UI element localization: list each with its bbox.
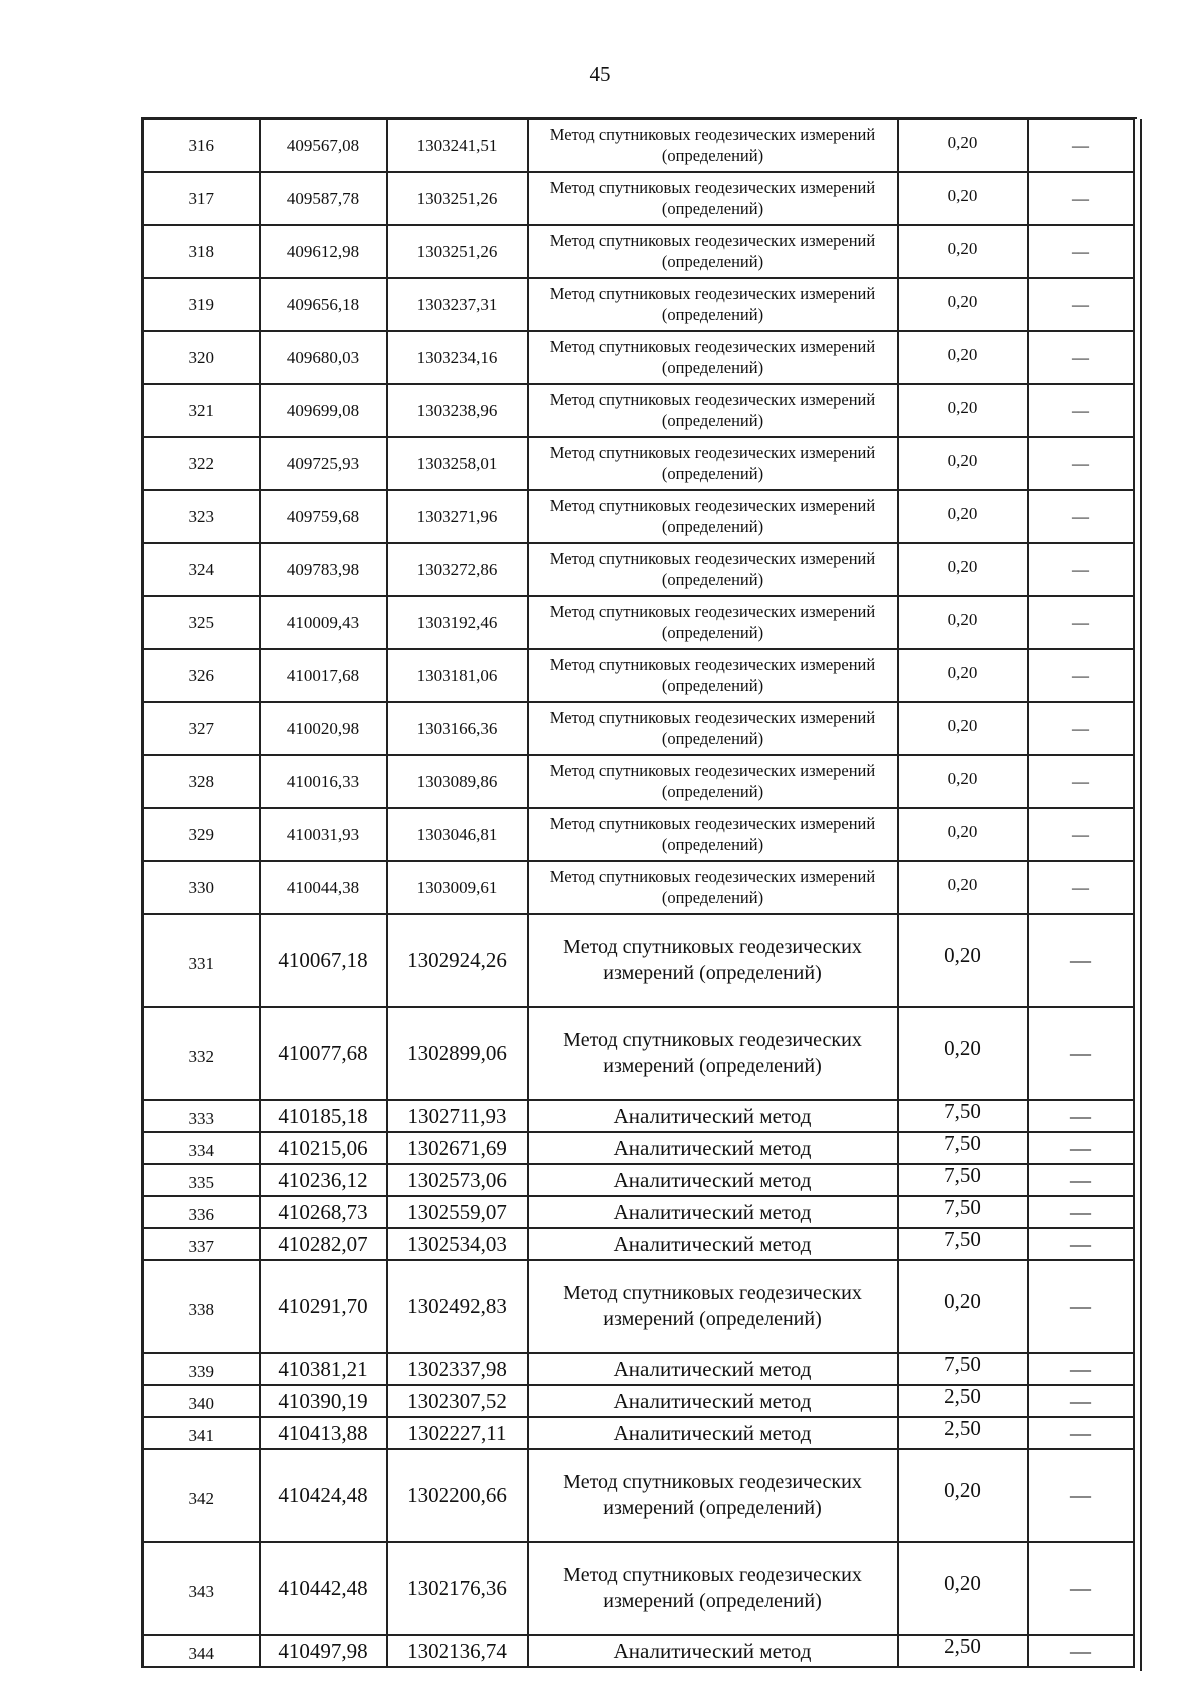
point-number-cell: 330 — [144, 861, 260, 914]
method-cell: Аналитический метод — [528, 1164, 898, 1196]
table-row — [144, 1228, 1134, 1260]
point-number-cell: 338 — [144, 1260, 260, 1353]
y-coordinate-cell: 1303234,16 — [387, 331, 528, 384]
y-coordinate-cell: 1303237,31 — [387, 278, 528, 331]
table-row — [144, 1385, 1134, 1417]
accuracy-cell: 2,50 — [898, 1635, 1028, 1667]
method-cell: Метод спутниковых геодезических измерений (определений) — [528, 1449, 898, 1542]
y-coordinate-cell: 1302337,98 — [387, 1353, 528, 1385]
point-number-cell: 332 — [144, 1007, 260, 1100]
x-coordinate-cell: 410442,48 — [260, 1542, 387, 1635]
table-row — [144, 278, 1134, 331]
x-coordinate-cell: 409699,08 — [260, 384, 387, 437]
y-coordinate-cell: 1303251,26 — [387, 172, 528, 225]
method-cell: Аналитический метод — [528, 1196, 898, 1228]
y-coordinate-cell: 1302227,11 — [387, 1417, 528, 1449]
method-cell: Аналитический метод — [528, 1100, 898, 1132]
accuracy-cell: 0,20 — [898, 1542, 1028, 1635]
note-cell: — — [1028, 1417, 1134, 1449]
table-row — [144, 1417, 1134, 1449]
note-cell: — — [1028, 384, 1134, 437]
note-cell: — — [1028, 1542, 1134, 1635]
table-row — [144, 596, 1134, 649]
accuracy-cell: 7,50 — [898, 1164, 1028, 1196]
coordinates-table-frame — [141, 117, 1137, 1668]
y-coordinate-cell: 1303181,06 — [387, 649, 528, 702]
note-cell: — — [1028, 490, 1134, 543]
note-cell: — — [1028, 1132, 1134, 1164]
x-coordinate-cell: 410020,98 — [260, 702, 387, 755]
y-coordinate-cell: 1303238,96 — [387, 384, 528, 437]
point-number-cell: 333 — [144, 1100, 260, 1132]
x-coordinate-cell: 410016,33 — [260, 755, 387, 808]
table-row — [144, 331, 1134, 384]
note-cell: — — [1028, 1007, 1134, 1100]
point-number-cell: 329 — [144, 808, 260, 861]
y-coordinate-cell: 1303192,46 — [387, 596, 528, 649]
x-coordinate-cell: 410185,18 — [260, 1100, 387, 1132]
method-cell: Аналитический метод — [528, 1385, 898, 1417]
x-coordinate-cell: 410424,48 — [260, 1449, 387, 1542]
page-number: 45 — [589, 62, 611, 86]
point-number-cell: 339 — [144, 1353, 260, 1385]
note-cell: — — [1028, 1196, 1134, 1228]
method-cell: Метод спутниковых геодезических измерений (определений) — [528, 490, 898, 543]
table-row — [144, 755, 1134, 808]
y-coordinate-cell: 1302671,69 — [387, 1132, 528, 1164]
point-number-cell: 331 — [144, 914, 260, 1007]
y-coordinate-cell: 1303009,61 — [387, 861, 528, 914]
point-number-cell: 321 — [144, 384, 260, 437]
method-cell: Аналитический метод — [528, 1132, 898, 1164]
note-cell: — — [1028, 1449, 1134, 1542]
method-cell: Аналитический метод — [528, 1635, 898, 1667]
table-row — [144, 437, 1134, 490]
y-coordinate-cell: 1302711,93 — [387, 1100, 528, 1132]
accuracy-cell: 0,20 — [898, 225, 1028, 278]
method-cell: Метод спутниковых геодезических измерений (определений) — [528, 437, 898, 490]
accuracy-cell: 0,20 — [898, 1449, 1028, 1542]
y-coordinate-cell: 1303251,26 — [387, 225, 528, 278]
method-cell: Метод спутниковых геодезических измерений (определений) — [528, 1007, 898, 1100]
y-coordinate-cell: 1303089,86 — [387, 755, 528, 808]
accuracy-cell: 7,50 — [898, 1100, 1028, 1132]
accuracy-cell: 7,50 — [898, 1196, 1028, 1228]
y-coordinate-cell: 1303046,81 — [387, 808, 528, 861]
note-cell: — — [1028, 120, 1134, 173]
method-cell: Метод спутниковых геодезических измерений (определений) — [528, 172, 898, 225]
table-row — [144, 490, 1134, 543]
accuracy-cell: 0,20 — [898, 490, 1028, 543]
note-cell: — — [1028, 331, 1134, 384]
accuracy-cell: 0,20 — [898, 543, 1028, 596]
y-coordinate-cell: 1302573,06 — [387, 1164, 528, 1196]
x-coordinate-cell: 410282,07 — [260, 1228, 387, 1260]
x-coordinate-cell: 409567,08 — [260, 120, 387, 173]
note-cell: — — [1028, 649, 1134, 702]
method-cell: Метод спутниковых геодезических измерений (определений) — [528, 120, 898, 173]
accuracy-cell: 0,20 — [898, 702, 1028, 755]
table-row — [144, 1100, 1134, 1132]
x-coordinate-cell: 410381,21 — [260, 1353, 387, 1385]
point-number-cell: 320 — [144, 331, 260, 384]
method-cell: Метод спутниковых геодезических измерений (определений) — [528, 808, 898, 861]
x-coordinate-cell: 409587,78 — [260, 172, 387, 225]
x-coordinate-cell: 410268,73 — [260, 1196, 387, 1228]
accuracy-cell: 0,20 — [898, 437, 1028, 490]
method-cell: Метод спутниковых геодезических измерений (определений) — [528, 1542, 898, 1635]
table-row — [144, 1164, 1134, 1196]
note-cell: — — [1028, 1353, 1134, 1385]
point-number-cell: 324 — [144, 543, 260, 596]
method-cell: Метод спутниковых геодезических измерений (определений) — [528, 914, 898, 1007]
y-coordinate-cell: 1303271,96 — [387, 490, 528, 543]
note-cell: — — [1028, 1385, 1134, 1417]
note-cell: — — [1028, 278, 1134, 331]
point-number-cell: 343 — [144, 1542, 260, 1635]
table-row — [144, 1007, 1134, 1100]
table-row — [144, 384, 1134, 437]
table-row — [144, 808, 1134, 861]
accuracy-cell: 7,50 — [898, 1132, 1028, 1164]
note-cell: — — [1028, 1228, 1134, 1260]
accuracy-cell: 7,50 — [898, 1353, 1028, 1385]
x-coordinate-cell: 410017,68 — [260, 649, 387, 702]
accuracy-cell: 7,50 — [898, 1228, 1028, 1260]
accuracy-cell: 0,20 — [898, 278, 1028, 331]
x-coordinate-cell: 409680,03 — [260, 331, 387, 384]
method-cell: Метод спутниковых геодезических измерений (определений) — [528, 331, 898, 384]
point-number-cell: 341 — [144, 1417, 260, 1449]
point-number-cell: 323 — [144, 490, 260, 543]
accuracy-cell: 0,20 — [898, 1260, 1028, 1353]
table-row — [144, 1132, 1134, 1164]
table-row — [144, 1449, 1134, 1542]
note-cell: — — [1028, 1635, 1134, 1667]
method-cell: Аналитический метод — [528, 1353, 898, 1385]
y-coordinate-cell: 1302559,07 — [387, 1196, 528, 1228]
point-number-cell: 328 — [144, 755, 260, 808]
x-coordinate-cell: 409656,18 — [260, 278, 387, 331]
y-coordinate-cell: 1303272,86 — [387, 543, 528, 596]
x-coordinate-cell: 409783,98 — [260, 543, 387, 596]
note-cell: — — [1028, 1260, 1134, 1353]
point-number-cell: 318 — [144, 225, 260, 278]
y-coordinate-cell: 1302307,52 — [387, 1385, 528, 1417]
point-number-cell: 326 — [144, 649, 260, 702]
method-cell: Метод спутниковых геодезических измерений (определений) — [528, 596, 898, 649]
y-coordinate-cell: 1302200,66 — [387, 1449, 528, 1542]
x-coordinate-cell: 410077,68 — [260, 1007, 387, 1100]
point-number-cell: 327 — [144, 702, 260, 755]
y-coordinate-cell: 1302534,03 — [387, 1228, 528, 1260]
table-row — [144, 1196, 1134, 1228]
x-coordinate-cell: 410413,88 — [260, 1417, 387, 1449]
x-coordinate-cell: 409725,93 — [260, 437, 387, 490]
x-coordinate-cell: 410067,18 — [260, 914, 387, 1007]
note-cell: — — [1028, 596, 1134, 649]
y-coordinate-cell: 1302176,36 — [387, 1542, 528, 1635]
accuracy-cell: 0,20 — [898, 1007, 1028, 1100]
table-body — [144, 120, 1134, 1668]
point-number-cell: 342 — [144, 1449, 260, 1542]
method-cell: Метод спутниковых геодезических измерений (определений) — [528, 861, 898, 914]
table-row — [144, 702, 1134, 755]
x-coordinate-cell: 409759,68 — [260, 490, 387, 543]
y-coordinate-cell: 1303166,36 — [387, 702, 528, 755]
point-number-cell: 344 — [144, 1635, 260, 1667]
point-number-cell: 337 — [144, 1228, 260, 1260]
note-cell: — — [1028, 1100, 1134, 1132]
y-coordinate-cell: 1302924,26 — [387, 914, 528, 1007]
accuracy-cell: 0,20 — [898, 120, 1028, 173]
method-cell: Аналитический метод — [528, 1228, 898, 1260]
note-cell: — — [1028, 225, 1134, 278]
accuracy-cell: 0,20 — [898, 596, 1028, 649]
point-number-cell: 319 — [144, 278, 260, 331]
point-number-cell: 322 — [144, 437, 260, 490]
x-coordinate-cell: 410215,06 — [260, 1132, 387, 1164]
table-row — [144, 1635, 1134, 1667]
note-cell: — — [1028, 172, 1134, 225]
table-row — [144, 649, 1134, 702]
accuracy-cell: 0,20 — [898, 808, 1028, 861]
x-coordinate-cell: 410044,38 — [260, 861, 387, 914]
method-cell: Метод спутниковых геодезических измерений (определений) — [528, 543, 898, 596]
accuracy-cell: 0,20 — [898, 172, 1028, 225]
table-row — [144, 914, 1134, 1007]
point-number-cell: 316 — [144, 120, 260, 173]
x-coordinate-cell: 410497,98 — [260, 1635, 387, 1667]
point-number-cell: 335 — [144, 1164, 260, 1196]
x-coordinate-cell: 410009,43 — [260, 596, 387, 649]
method-cell: Метод спутниковых геодезических измерений (определений) — [528, 649, 898, 702]
point-number-cell: 317 — [144, 172, 260, 225]
note-cell: — — [1028, 755, 1134, 808]
accuracy-cell: 2,50 — [898, 1417, 1028, 1449]
point-number-cell: 336 — [144, 1196, 260, 1228]
y-coordinate-cell: 1302899,06 — [387, 1007, 528, 1100]
table-row — [144, 172, 1134, 225]
table-row — [144, 225, 1134, 278]
accuracy-cell: 0,20 — [898, 384, 1028, 437]
accuracy-cell: 0,20 — [898, 755, 1028, 808]
table-row — [144, 1542, 1134, 1635]
y-coordinate-cell: 1303258,01 — [387, 437, 528, 490]
coordinates-table — [143, 119, 1135, 1668]
x-coordinate-cell: 409612,98 — [260, 225, 387, 278]
note-cell: — — [1028, 861, 1134, 914]
note-cell: — — [1028, 543, 1134, 596]
method-cell: Аналитический метод — [528, 1417, 898, 1449]
point-number-cell: 340 — [144, 1385, 260, 1417]
note-cell: — — [1028, 437, 1134, 490]
x-coordinate-cell: 410236,12 — [260, 1164, 387, 1196]
method-cell: Метод спутниковых геодезических измерений (определений) — [528, 225, 898, 278]
table-row — [144, 120, 1134, 173]
accuracy-cell: 2,50 — [898, 1385, 1028, 1417]
y-coordinate-cell: 1303241,51 — [387, 120, 528, 173]
x-coordinate-cell: 410291,70 — [260, 1260, 387, 1353]
point-number-cell: 334 — [144, 1132, 260, 1164]
accuracy-cell: 0,20 — [898, 914, 1028, 1007]
method-cell: Метод спутниковых геодезических измерений (определений) — [528, 384, 898, 437]
method-cell: Метод спутниковых геодезических измерений (определений) — [528, 755, 898, 808]
accuracy-cell: 0,20 — [898, 331, 1028, 384]
note-cell: — — [1028, 914, 1134, 1007]
method-cell: Метод спутниковых геодезических измерений (определений) — [528, 278, 898, 331]
y-coordinate-cell: 1302136,74 — [387, 1635, 528, 1667]
table-row — [144, 1260, 1134, 1353]
point-number-cell: 325 — [144, 596, 260, 649]
note-cell: — — [1028, 1164, 1134, 1196]
accuracy-cell: 0,20 — [898, 649, 1028, 702]
x-coordinate-cell: 410031,93 — [260, 808, 387, 861]
note-cell: — — [1028, 702, 1134, 755]
table-row — [144, 543, 1134, 596]
table-row — [144, 861, 1134, 914]
method-cell: Метод спутниковых геодезических измерений (определений) — [528, 1260, 898, 1353]
note-cell: — — [1028, 808, 1134, 861]
x-coordinate-cell: 410390,19 — [260, 1385, 387, 1417]
y-coordinate-cell: 1302492,83 — [387, 1260, 528, 1353]
method-cell: Метод спутниковых геодезических измерений (определений) — [528, 702, 898, 755]
accuracy-cell: 0,20 — [898, 861, 1028, 914]
table-row — [144, 1353, 1134, 1385]
